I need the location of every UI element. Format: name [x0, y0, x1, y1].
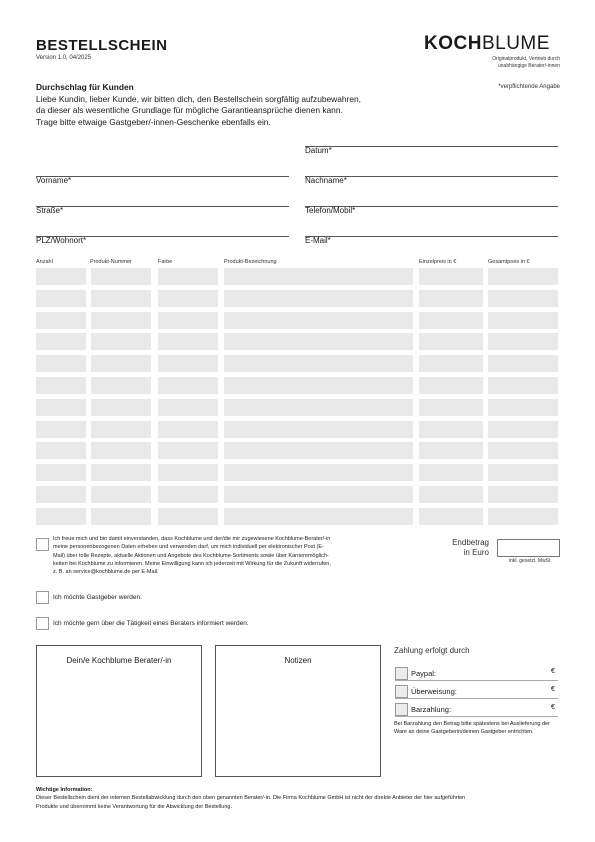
logo-bold-text: KOCH	[424, 33, 482, 54]
required-note: *verpflichtende Angabe	[498, 84, 560, 90]
consent-text	[53, 535, 413, 576]
berater-info-label: Ich möchte gern über die Tätigkeit eines Beraters informiert werden.	[53, 620, 249, 627]
order-cell-gesamtpreis[interactable]	[488, 508, 558, 525]
order-cell-gesamtpreis[interactable]	[488, 312, 558, 329]
notizen-box[interactable]	[215, 645, 381, 777]
order-cell-anzahl[interactable]	[36, 464, 86, 481]
order-cell-anzahl[interactable]	[36, 290, 86, 307]
intro-line-3: Trage bitte etwaige Gastgeber/-innen-Geschenke ebenfalls ein.	[36, 116, 271, 127]
order-cell-produkt-nummer[interactable]	[91, 508, 151, 525]
order-cell-einzelpreis[interactable]	[419, 486, 483, 503]
barzahlung-currency: €	[550, 702, 555, 711]
order-cell-produkt-nummer[interactable]	[91, 377, 151, 394]
intro-text	[36, 82, 436, 128]
tagline-line-1: Originalprodukt, Vertrieb durch	[492, 56, 560, 62]
order-cell-produkt-nummer[interactable]	[91, 290, 151, 307]
strasse-label: Straße*	[36, 206, 64, 215]
berater-box-label: Dein/e Kochblume Berater/-in	[66, 656, 172, 665]
kochblume-logo	[424, 33, 550, 55]
order-cell-farbe[interactable]	[158, 442, 218, 459]
plz-label: PLZ/Wohnort*	[36, 236, 87, 245]
datum-field[interactable]	[305, 134, 558, 155]
order-cell-einzelpreis[interactable]	[419, 442, 483, 459]
order-cell-produkt-bezeichnung[interactable]	[224, 377, 413, 394]
th-gesamtpreis: Gesamtpreis in €	[488, 259, 530, 265]
consent-line-5: z. B. an service@kochblume.de per E-Mail.	[53, 569, 159, 576]
order-cell-gesamtpreis[interactable]	[488, 442, 558, 459]
th-produkt-nummer: Produkt-Nummer	[90, 259, 132, 265]
nachname-field[interactable]	[305, 164, 558, 185]
mwst-note: inkl. gesetzl. MwSt	[509, 558, 551, 564]
order-cell-farbe[interactable]	[158, 399, 218, 416]
telefon-label: Telefon/Mobil*	[305, 206, 356, 215]
payment-paypal[interactable]	[395, 666, 558, 681]
telefon-field[interactable]	[305, 194, 558, 215]
berater-box[interactable]	[36, 645, 202, 777]
order-cell-produkt-bezeichnung[interactable]	[224, 508, 413, 525]
order-cell-produkt-nummer[interactable]	[91, 333, 151, 350]
consent-line-4: keiten bei Kochblume zu informieren. Meine Einwilligung kann ich jederzeit mit Wirkung für die Zukunft widerrufen,	[53, 560, 331, 567]
order-cell-produkt-bezeichnung[interactable]	[224, 442, 413, 459]
order-cell-einzelpreis[interactable]	[419, 508, 483, 525]
order-cell-einzelpreis[interactable]	[419, 464, 483, 481]
order-cell-einzelpreis[interactable]	[419, 312, 483, 329]
notizen-box-label: Notizen	[284, 656, 312, 665]
important-info-line-1: Dieser Bestellschein dient der internen Bestellabwicklung durch den oben genannten Berater/-in. Die Firma Kochblume GmbH ist nicht der direkte Anbieter der hier aufgeführten	[36, 795, 466, 802]
order-cell-produkt-nummer[interactable]	[91, 355, 151, 372]
vorname-field[interactable]	[36, 164, 289, 185]
order-cell-anzahl[interactable]	[36, 442, 86, 459]
order-cell-gesamtpreis[interactable]	[488, 421, 558, 438]
order-cell-produkt-bezeichnung[interactable]	[224, 355, 413, 372]
order-cell-produkt-nummer[interactable]	[91, 464, 151, 481]
order-cell-gesamtpreis[interactable]	[488, 333, 558, 350]
endbetrag-label	[447, 538, 489, 558]
order-cell-gesamtpreis[interactable]	[488, 377, 558, 394]
order-cell-produkt-bezeichnung[interactable]	[224, 290, 413, 307]
order-cell-anzahl[interactable]	[36, 312, 86, 329]
endbetrag-input[interactable]	[497, 539, 560, 557]
order-cell-farbe[interactable]	[158, 268, 218, 285]
order-cell-gesamtpreis[interactable]	[488, 486, 558, 503]
intro-line-2: da dieser als wesentliche Grundlage für mögliche Garantieansprüche dienen kann.	[36, 105, 343, 115]
berater-info-checkbox[interactable]	[36, 617, 49, 630]
order-cell-gesamtpreis[interactable]	[488, 464, 558, 481]
intro-line-1: Liebe Kundin, lieber Kunde, wir bitten dich, den Bestellschein sorgfältig aufzubewahren,	[36, 93, 361, 104]
order-cell-anzahl[interactable]	[36, 355, 86, 372]
order-cell-produkt-nummer[interactable]	[91, 312, 151, 329]
payment-barzahlung[interactable]	[395, 702, 558, 717]
order-cell-produkt-nummer[interactable]	[91, 421, 151, 438]
page-title: BESTELLSCHEIN	[36, 37, 168, 54]
consent-line-1: Ich freue mich und bin damit einverstanden, dass Kochblume und der/die mir zugewiesene Kochblume-Berater/-in	[53, 536, 331, 542]
barzahlung-label: Barzahlung:	[411, 705, 452, 714]
order-cell-anzahl[interactable]	[36, 268, 86, 285]
order-cell-farbe[interactable]	[158, 290, 218, 307]
important-info-heading: Wichtige Information:	[36, 787, 93, 793]
th-anzahl: Anzahl	[36, 259, 53, 265]
order-cell-farbe[interactable]	[158, 355, 218, 372]
order-cell-farbe[interactable]	[158, 312, 218, 329]
gastgeber-label: Ich möchte Gastgeber werden.	[53, 594, 142, 601]
payment-ueberweisung[interactable]	[395, 684, 558, 699]
consent-checkbox[interactable]	[36, 538, 49, 551]
logo-light-text: BLUME	[481, 33, 550, 54]
vorname-label: Vorname*	[36, 176, 72, 185]
order-cell-anzahl[interactable]	[36, 508, 86, 525]
nachname-label: Nachname*	[305, 176, 347, 185]
important-info	[36, 786, 561, 811]
gastgeber-checkbox[interactable]	[36, 591, 49, 604]
order-cell-anzahl[interactable]	[36, 377, 86, 394]
th-produkt-bezeichnung: Produkt-Bezeichnung	[224, 259, 277, 265]
paypal-currency: €	[550, 666, 555, 675]
order-cell-anzahl[interactable]	[36, 421, 86, 438]
tagline-line-2: unabhängige Berater/-innen	[498, 63, 560, 69]
order-cell-einzelpreis[interactable]	[419, 290, 483, 307]
order-cell-einzelpreis[interactable]	[419, 421, 483, 438]
order-cell-anzahl[interactable]	[36, 399, 86, 416]
payment-heading: Zahlung erfolgt durch	[394, 646, 470, 655]
version-label: Version 1.0, 04/2025	[36, 55, 92, 61]
intro-heading: Durchschlag für Kunden	[36, 82, 134, 92]
order-cell-farbe[interactable]	[158, 508, 218, 525]
email-field[interactable]	[305, 224, 558, 245]
order-cell-produkt-bezeichnung[interactable]	[224, 268, 413, 285]
order-cell-gesamtpreis[interactable]	[488, 355, 558, 372]
order-cell-produkt-bezeichnung[interactable]	[224, 486, 413, 503]
order-cell-einzelpreis[interactable]	[419, 333, 483, 350]
paypal-label: Paypal:	[411, 669, 437, 678]
th-einzelpreis: Einzelpreis in €	[419, 259, 457, 265]
strasse-field[interactable]	[36, 194, 289, 215]
ueberweisung-currency: €	[550, 684, 555, 693]
th-farbe: Farbe	[158, 259, 173, 265]
order-cell-farbe[interactable]	[158, 421, 218, 438]
order-cell-einzelpreis[interactable]	[419, 399, 483, 416]
order-cell-produkt-nummer[interactable]	[91, 486, 151, 503]
ueberweisung-label: Überweisung:	[411, 687, 457, 696]
order-cell-produkt-nummer[interactable]	[91, 268, 151, 285]
order-cell-gesamtpreis[interactable]	[488, 268, 558, 285]
order-cell-produkt-nummer[interactable]	[91, 442, 151, 459]
logo-tagline	[492, 56, 560, 70]
plz-field[interactable]	[36, 224, 289, 245]
ueberweisung-checkbox[interactable]	[395, 685, 408, 698]
order-cell-produkt-bezeichnung[interactable]	[224, 421, 413, 438]
order-cell-produkt-bezeichnung[interactable]	[224, 333, 413, 350]
order-cell-einzelpreis[interactable]	[419, 377, 483, 394]
important-info-line-2: Produkte und übernimmt keine Verantwortung für die Abwicklung der Bestellung.	[36, 803, 232, 810]
order-cell-einzelpreis[interactable]	[419, 268, 483, 285]
consent-line-3: Mail) über tolle Rezepte, aktuelle Aktionen und Angebote des Kochblume-Sortiments sowie über Karrieremöglich-	[53, 552, 329, 559]
email-label: E-Mail*	[305, 236, 331, 245]
order-cell-produkt-bezeichnung[interactable]	[224, 399, 413, 416]
datum-label: Datum*	[305, 146, 332, 155]
order-cell-farbe[interactable]	[158, 464, 218, 481]
order-cell-anzahl[interactable]	[36, 333, 86, 350]
order-cell-einzelpreis[interactable]	[419, 355, 483, 372]
order-cell-gesamtpreis[interactable]	[488, 399, 558, 416]
endbetrag-label-1: Endbetrag	[452, 538, 489, 547]
order-cell-anzahl[interactable]	[36, 486, 86, 503]
payment-note: Bei Barzahlung den Betrag bitte spätestens bei Auslieferung der Ware an deine Gastgeberin/deinen Gastgeber entrichten.	[394, 721, 550, 736]
order-cell-gesamtpreis[interactable]	[488, 290, 558, 307]
order-cell-farbe[interactable]	[158, 333, 218, 350]
order-cell-produkt-bezeichnung[interactable]	[224, 464, 413, 481]
order-cell-farbe[interactable]	[158, 486, 218, 503]
order-cell-produkt-nummer[interactable]	[91, 399, 151, 416]
paypal-checkbox[interactable]	[395, 667, 408, 680]
consent-line-2: meine personenbezogenen Daten erheben und verwenden darf, um mich individuell per elektronischer Post (E-	[53, 544, 324, 551]
order-cell-produkt-bezeichnung[interactable]	[224, 312, 413, 329]
order-cell-farbe[interactable]	[158, 377, 218, 394]
barzahlung-checkbox[interactable]	[395, 703, 408, 716]
endbetrag-label-2: in Euro	[463, 548, 489, 557]
